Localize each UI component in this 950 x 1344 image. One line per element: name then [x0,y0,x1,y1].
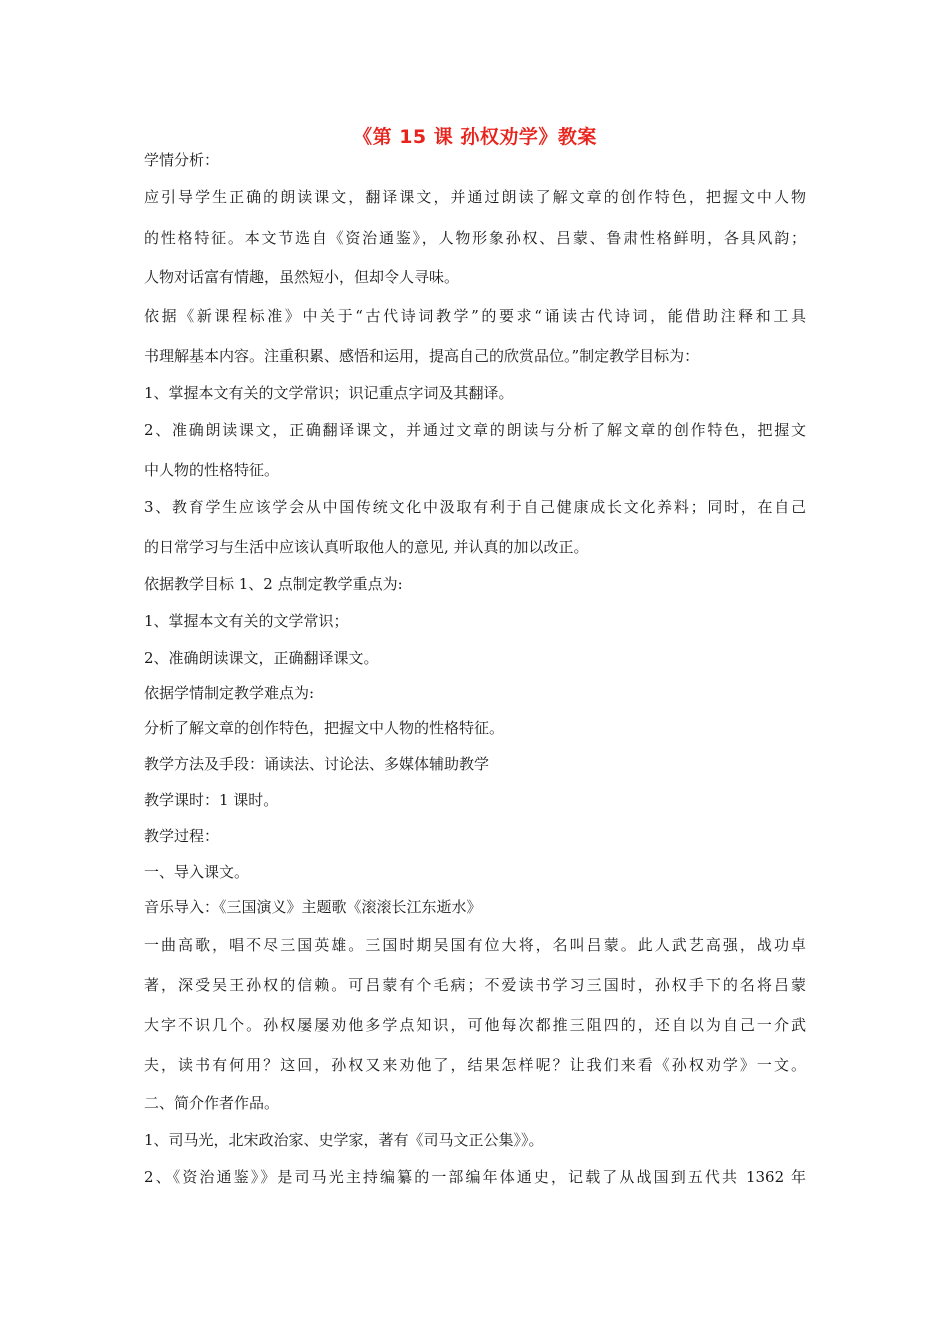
text-line: 分析了解文章的创作特色，把握文中人物的性格特征。 [144,719,505,737]
text-line: 依据学情制定教学难点为: [144,684,315,702]
text-line: 中人物的性格特征。 [144,461,280,479]
text-line: 的性格特征。本文节选自《资治通鉴》，人物形象孙权、吕蒙、鲁肃性格鲜明，各具风韵； [144,229,806,247]
document-title: 《第 15 课 孙权劝学》教案 [353,126,597,148]
text-line: 3、教育学生应该学会从中国传统文化中汲取有利于自己健康成长文化养料；同时，在自己 [144,498,806,516]
text-line: 1、掌握本文有关的文学常识； [144,612,349,630]
text-line: 一、导入课文。 [144,863,250,881]
text-line: 学情分析： [144,151,220,169]
text-line: 2、《资治通鉴》》是司马光主持编纂的一部编年体通史，记载了从战国到五代共 1362 年 [144,1168,806,1186]
text-line: 教学过程： [144,827,220,845]
text-line: 著，深受吴王孙权的信赖。可吕蒙有个毛病；不爱读书学习三国时，孙权手下的名将吕蒙 [144,976,806,994]
text-line: 一曲高歌，唱不尽三国英雄。三国时期吴国有位大将，名叫吕蒙。此人武艺高强，战功卓 [144,936,806,954]
text-line: 人物对话富有情趣，虽然短小，但却令人寻味。 [144,268,460,286]
text-line: 应引导学生正确的朗读课文，翻译课文，并通过朗读了解文章的创作特色，把握文中人物 [144,188,806,206]
text-line: 大字不识几个。孙权屡屡劝他多学点知识，可他每次都推三阻四的，还自以为自己一介武 [144,1016,806,1034]
text-line: 1、掌握本文有关的文学常识；识记重点字词及其翻译。 [144,384,514,402]
text-line: 教学方法及手段：诵读法、讨论法、多媒体辅助教学 [144,755,490,773]
text-line: 的日常学习与生活中应该认真听取他人的意见, 并认真的加以改正。 [144,538,589,556]
text-line: 音乐导入：《三国演义》主题歌《滚滚长江东逝水》 [144,898,482,916]
text-line: 依据《新课程标准》中关于“古代诗词教学”的要求“诵读古代诗词，能借助注释和工具 [144,307,806,325]
text-line: 2、准确朗读课文，正确翻译课文。 [144,649,379,667]
text-line: 2、准确朗读课文，正确翻译课文，并通过文章的朗读与分析了解文章的创作特色，把握文 [144,421,806,439]
text-line: 教学课时：1 课时。 [144,791,279,809]
text-line: 1、司马光，北宋政治家、史学家，著有《司马文正公集》》。 [144,1131,544,1149]
text-line: 夫，读书有何用？这回，孙权又来劝他了，结果怎样呢？让我们来看《孙权劝学》一文。 [144,1056,806,1074]
text-line: 依据教学目标 1、2 点制定教学重点为: [144,575,403,593]
text-line: 书理解基本内容。注重积累、感悟和运用，提高自己的欣赏品位。”制定教学目标为： [144,347,700,365]
text-line: 二、简介作者作品。 [144,1094,280,1112]
